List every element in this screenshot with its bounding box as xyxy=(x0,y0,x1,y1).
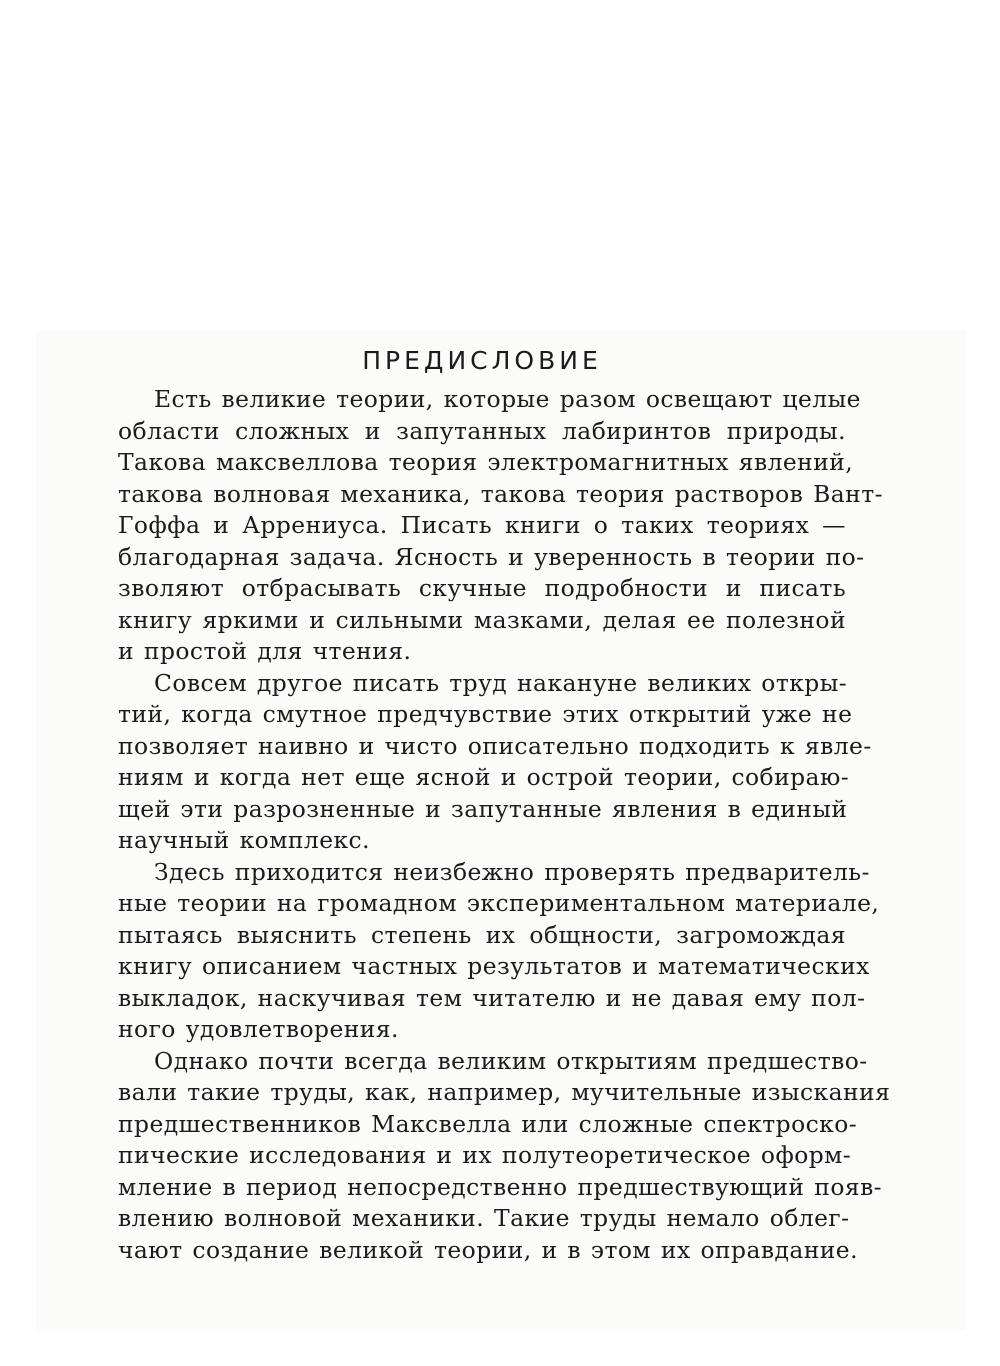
text-line: Такова максвеллова теория электромагнитных явлений, xyxy=(118,448,854,476)
text-line: выкладок, наскучивая тем читателю и не давая ему пол- xyxy=(118,983,866,1012)
text-line: ного удовлетворения. xyxy=(118,1015,399,1043)
paragraph-2 xyxy=(118,668,872,857)
text-line: влению волновой механики. Такие труды немало облег- xyxy=(118,1204,850,1232)
text-line: Гоффа и Аррениуса. Писать книги о таких теориях — xyxy=(118,511,846,539)
text-line: тий, когда смутное предчувствие этих открытий уже не xyxy=(118,700,853,728)
text-line: чают создание великой теории, и в этом их оправдание. xyxy=(118,1235,858,1264)
text-line: Здесь приходится неизбежно проверять предваритель- xyxy=(154,857,870,886)
text-line: зволяют отбрасывать скучные подробности и писать xyxy=(118,574,846,602)
text-line: Совсем другое писать труд накануне великих откры- xyxy=(154,668,848,697)
page-title: ПРЕДИСЛОВИЕ xyxy=(362,346,602,375)
paragraph-4 xyxy=(118,1046,891,1267)
text-line: Однако почти всегда великим открытиям предшество- xyxy=(154,1046,868,1075)
paragraph-1 xyxy=(118,384,883,668)
text-line: мление в период непосредственно предшествующий появ- xyxy=(118,1172,883,1201)
text-line: книгу яркими и сильными мазками, делая ее полезной xyxy=(118,605,846,634)
text-line: ниям и когда нет еще ясной и острой теории, собираю- xyxy=(118,763,850,791)
text-line: предшественников Максвелла или сложные спектроско- xyxy=(118,1109,858,1138)
text-line: области сложных и запутанных лабиринтов природы. xyxy=(118,416,846,445)
text-line: вали такие труды, как, например, мучительные изыскания xyxy=(118,1078,891,1106)
text-line: благодарная задача. Ясность и уверенность в теории по- xyxy=(118,542,865,571)
text-line: пытаясь выяснить степень их общности, загромождая xyxy=(118,920,846,949)
text-line: книгу описанием частных результатов и математических xyxy=(118,952,870,980)
text-line: Есть великие теории, которые разом освещают целые xyxy=(154,385,861,413)
document-body xyxy=(118,340,891,1266)
text-line: пические исследования и их полутеоретическое оформ- xyxy=(118,1141,852,1169)
paragraph-3 xyxy=(118,857,880,1046)
text-line: ные теории на громадном экспериментальном материале, xyxy=(118,889,880,917)
text-line: и простой для чтения. xyxy=(118,637,412,665)
text-line: такова волновая механика, такова теория растворов Вант- xyxy=(118,479,883,508)
text-line: научный комплекс. xyxy=(118,826,370,854)
text-line: щей эти разрозненные и запутанные явления в единый xyxy=(118,794,848,823)
text-line: позволяет наивно и чисто описательно подходить к явле- xyxy=(118,731,872,760)
